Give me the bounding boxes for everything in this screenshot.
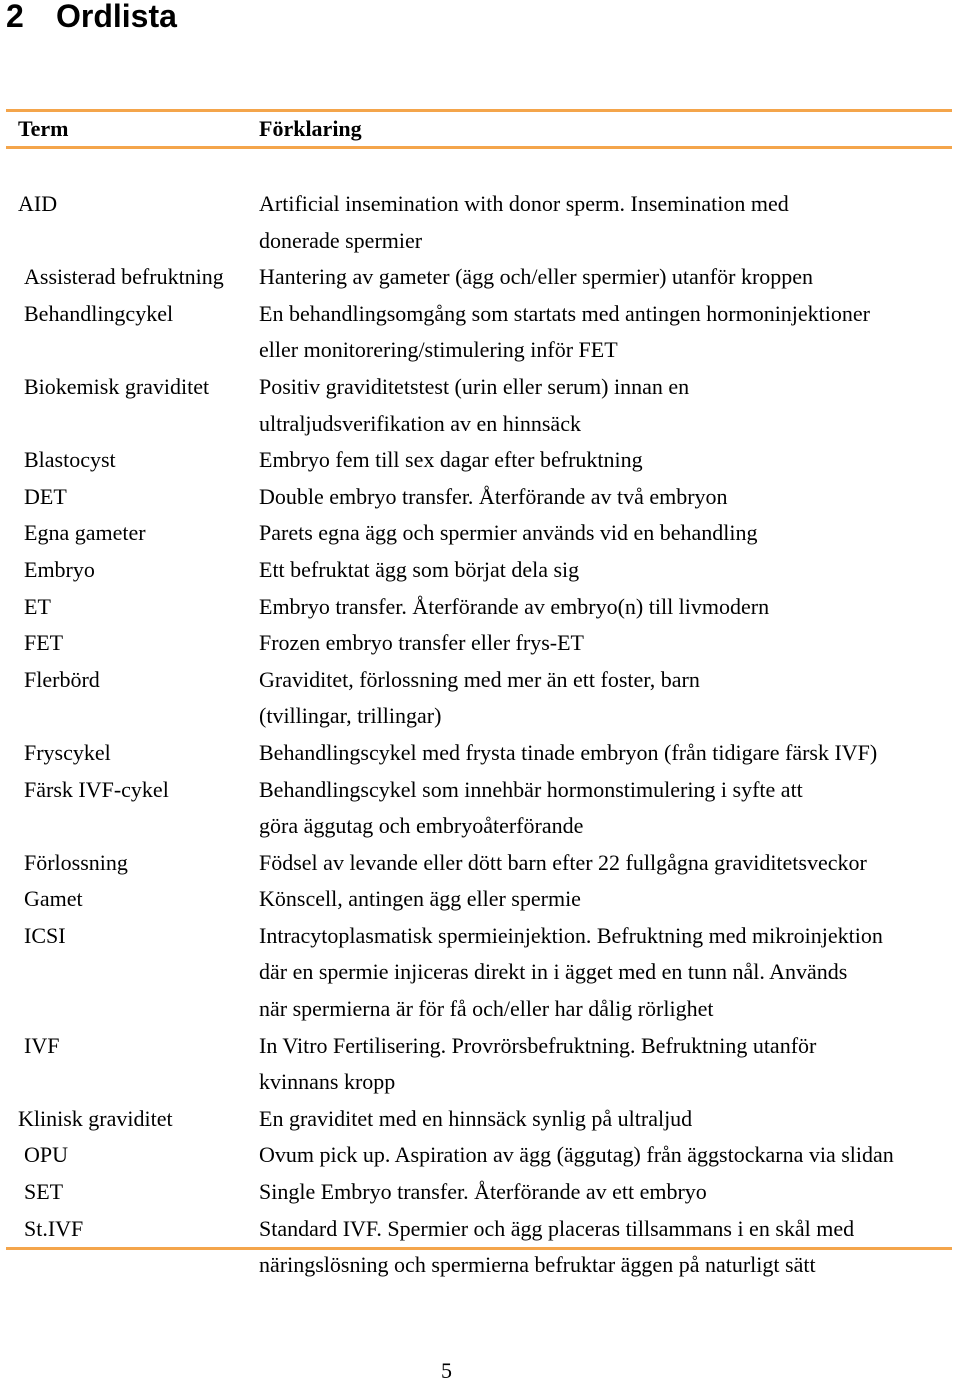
term-cell: Gamet: [24, 886, 83, 912]
table-row: [6, 515, 952, 552]
definition-cell: [259, 1211, 952, 1284]
table-row: [6, 625, 952, 662]
table-row: [6, 662, 952, 735]
definition-line: Behandlingscykel som innehbär hormonstimulering i syfte att: [259, 776, 803, 802]
definition-cell: [259, 918, 952, 1028]
definition-cell: [259, 296, 952, 369]
definition-line: Standard IVF. Spermier och ägg placeras tillsammans i en skål med: [259, 1215, 855, 1241]
table-row: [6, 589, 952, 626]
table-row: [6, 881, 952, 918]
term-cell: IVF: [24, 1032, 60, 1058]
definition-line: Ovum pick up. Aspiration av ägg (äggutag) från äggstockarna via slidan: [259, 1142, 894, 1168]
definition-line: En graviditet med en hinnsäck synlig på ultraljud: [259, 1105, 693, 1131]
page-number: 5: [441, 1358, 452, 1383]
table-row: [6, 369, 952, 442]
definition-cell: [259, 1101, 952, 1138]
definition-cell: [259, 1174, 952, 1211]
table-row: [6, 552, 952, 589]
definition-line: kvinnans kropp: [259, 1069, 396, 1095]
definition-line: Ett befruktat ägg som börjat dela sig: [259, 556, 580, 582]
table-row: [6, 1101, 952, 1138]
definition-line: när spermierna är för få och/eller har dålig rörlighet: [259, 996, 714, 1022]
definition-cell: [259, 845, 952, 882]
glossary-body: [6, 186, 952, 1284]
section-number: 2: [6, 0, 24, 34]
definition-cell: [259, 1137, 952, 1174]
definition-cell: [259, 479, 952, 516]
term-cell: ICSI: [24, 922, 66, 948]
table-row: [6, 296, 952, 369]
term-cell: SET: [24, 1179, 64, 1205]
table-row: [6, 479, 952, 516]
term-cell: Blastocyst: [24, 447, 116, 473]
term-cell: OPU: [24, 1142, 69, 1168]
definition-cell: [259, 589, 952, 626]
definition-line: där en spermie injiceras direkt in i ägget med en tunn nål. Används: [259, 959, 848, 985]
table-row: [6, 845, 952, 882]
definition-cell: [259, 369, 952, 442]
definition-cell: [259, 625, 952, 662]
table-row: [6, 186, 952, 259]
definition-line: ultraljudsverifikation av en hinnsäck: [259, 410, 581, 436]
definition-line: Parets egna ägg och spermier används vid en behandling: [259, 520, 758, 546]
definition-column-header: Förklaring: [259, 116, 362, 141]
term-cell: AID: [18, 191, 58, 216]
table-row: [6, 259, 952, 296]
table-row: [6, 1028, 952, 1101]
definition-line: Artificial insemination with donor sperm. Insemination med: [259, 191, 789, 216]
term-cell: Förlossning: [24, 849, 128, 875]
term-cell: ET: [24, 593, 51, 619]
definition-line: Graviditet, förlossning med mer än ett foster, barn: [259, 666, 700, 692]
definition-cell: [259, 259, 952, 296]
term-cell: Flerbörd: [24, 666, 100, 692]
term-cell: Färsk IVF-cykel: [24, 776, 169, 802]
definition-line: Frozen embryo transfer eller frys-ET: [259, 630, 584, 656]
term-cell: Behandlingcykel: [24, 300, 174, 326]
definition-line: Double embryo transfer. Återförande av två embryon: [259, 483, 728, 509]
section-heading: [6, 0, 177, 36]
definition-line: eller monitorering/stimulering inför FET: [259, 337, 618, 363]
glossary-table: [6, 112, 952, 1284]
definition-line: (tvillingar, trillingar): [259, 703, 442, 729]
definition-line: donerade spermier: [259, 227, 423, 253]
definition-line: göra äggutag och embryoåterförande: [259, 813, 584, 839]
definition-cell: [259, 881, 952, 918]
table-row: [6, 442, 952, 479]
term-cell: Klinisk graviditet: [18, 1105, 173, 1131]
definition-cell: [259, 515, 952, 552]
term-cell: St.IVF: [24, 1215, 84, 1241]
table-header-row: [6, 112, 952, 146]
term-cell: Biokemisk graviditet: [24, 373, 210, 399]
term-cell: Egna gameter: [24, 520, 146, 546]
term-column-header: Term: [18, 116, 69, 141]
term-cell: Assisterad befruktning: [24, 264, 224, 290]
table-row: [6, 918, 952, 1028]
term-cell: Embryo: [24, 556, 95, 582]
table-row: [6, 735, 952, 772]
definition-cell: [259, 442, 952, 479]
definition-cell: [259, 772, 952, 845]
definition-cell: [259, 1028, 952, 1101]
table-row: [6, 1137, 952, 1174]
definition-line: Behandlingscykel med frysta tinade embryon (från tidigare färsk IVF): [259, 739, 878, 765]
term-cell: FET: [24, 630, 64, 656]
definition-line: Födsel av levande eller dött barn efter 22 fullgågna graviditetsveckor: [259, 849, 867, 875]
table-row: [6, 1211, 952, 1284]
definition-line: Embryo fem till sex dagar efter befruktning: [259, 447, 643, 473]
definition-line: Positiv graviditetstest (urin eller serum) innan en: [259, 373, 690, 399]
term-cell: Fryscykel: [24, 739, 111, 765]
term-cell: DET: [24, 483, 67, 509]
definition-line: Embryo transfer. Återförande av embryo(n) till livmodern: [259, 593, 770, 619]
table-row: [6, 1174, 952, 1211]
definition-line: Könscell, antingen ägg eller spermie: [259, 886, 581, 912]
definition-line: In Vitro Fertilisering. Provrörsbefruktning. Befruktning utanför: [259, 1032, 817, 1058]
definition-line: Hantering av gameter (ägg och/eller spermier) utanför kroppen: [259, 264, 814, 290]
definition-line: Intracytoplasmatisk spermieinjektion. Befruktning med mikroinjektion: [259, 922, 883, 948]
definition-line: näringslösning och spermierna befruktar äggen på naturligt sätt: [259, 1252, 816, 1278]
table-row: [6, 772, 952, 845]
definition-line: En behandlingsomgång som startats med antingen hormoninjektioner: [259, 300, 870, 326]
section-title: Ordlista: [56, 0, 177, 34]
definition-cell: [259, 662, 952, 735]
definition-cell: [259, 552, 952, 589]
definition-cell: [259, 186, 952, 259]
definition-line: Single Embryo transfer. Återförande av ett embryo: [259, 1179, 707, 1205]
definition-cell: [259, 735, 952, 772]
